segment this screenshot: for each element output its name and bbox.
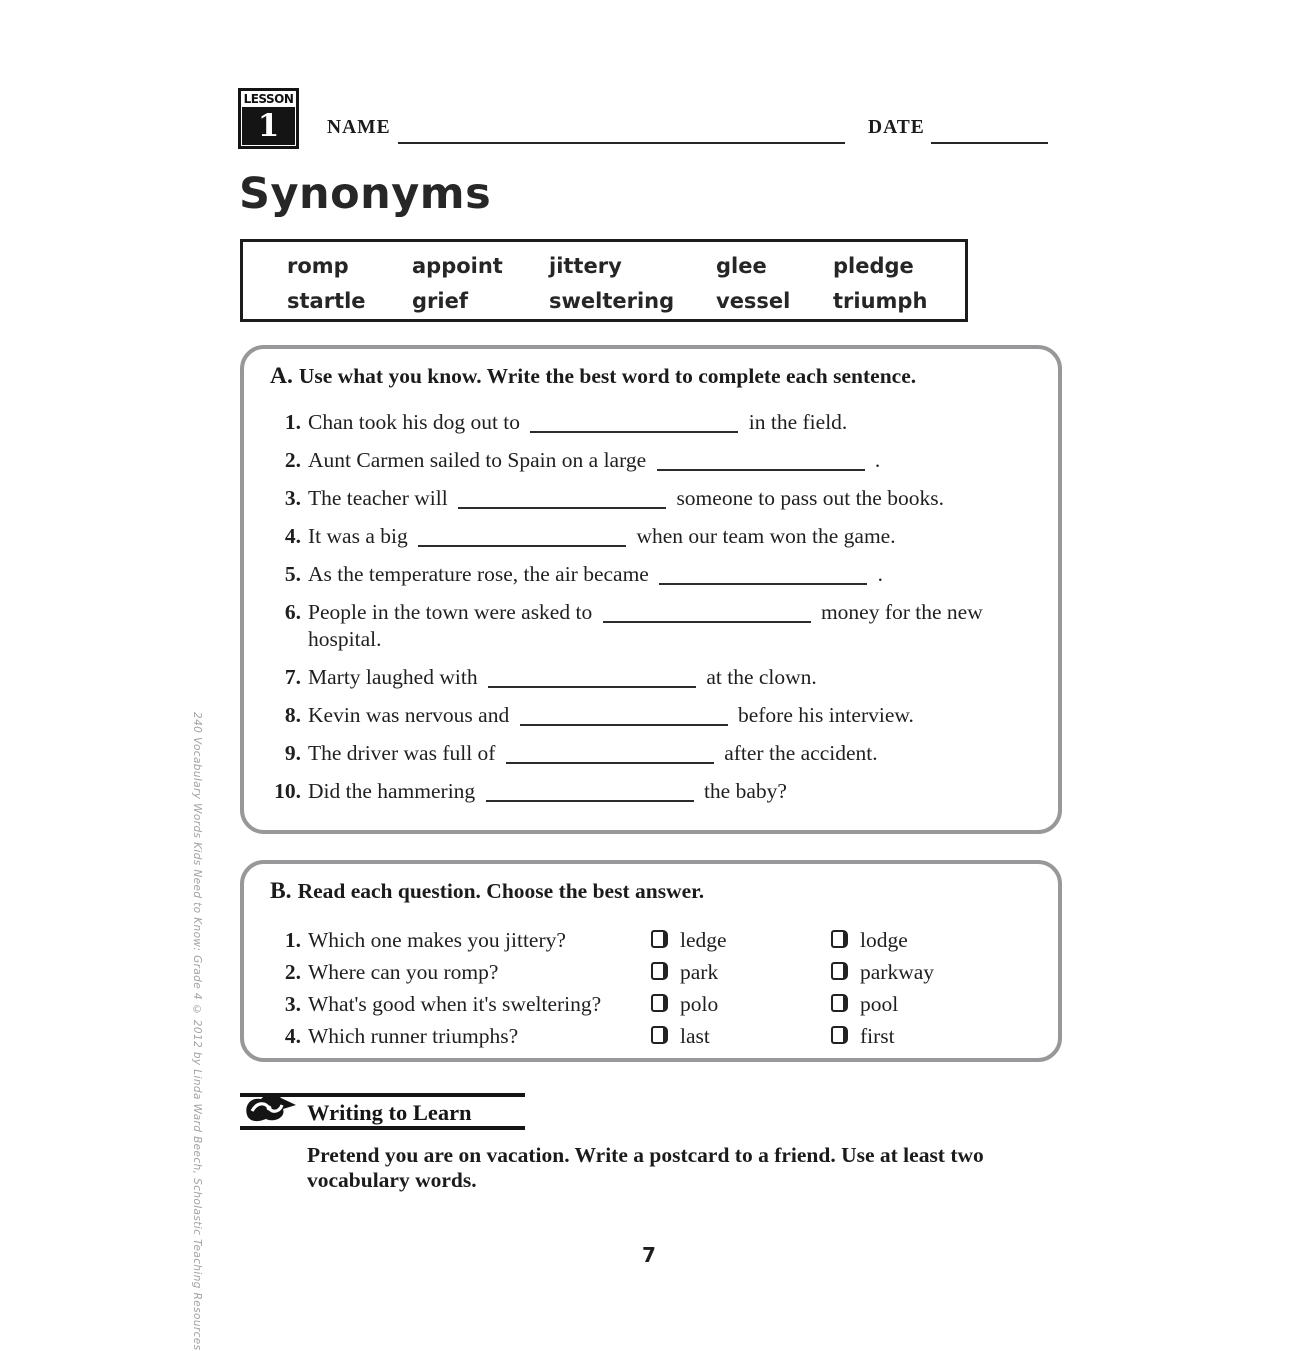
item-number: 1. bbox=[284, 928, 301, 952]
choice-option bbox=[831, 990, 1032, 1018]
checkbox-icon[interactable] bbox=[651, 962, 668, 980]
answer-blank[interactable] bbox=[530, 419, 738, 433]
item-number: 6. bbox=[284, 600, 301, 624]
fill-in-sentence bbox=[270, 523, 1032, 550]
word-bank-word: sweltering bbox=[549, 289, 675, 313]
answer-blank[interactable] bbox=[506, 750, 714, 764]
option-label: pool bbox=[860, 992, 899, 1016]
page-number: 7 bbox=[642, 1243, 656, 1267]
option-label: first bbox=[860, 1024, 895, 1048]
item-number: 2. bbox=[284, 960, 301, 984]
question-label: Which runner triumphs? bbox=[308, 1024, 519, 1048]
choice-option bbox=[831, 926, 1032, 954]
answer-blank[interactable] bbox=[603, 609, 811, 623]
checkbox-icon[interactable] bbox=[831, 930, 848, 948]
sentence-post: money for the new hospital. bbox=[308, 600, 983, 651]
item-number: 8. bbox=[284, 703, 301, 727]
word-bank-word: triumph bbox=[833, 289, 928, 313]
item-number: 5. bbox=[284, 562, 301, 586]
lesson-label: LESSON bbox=[243, 92, 294, 106]
item-number: 2. bbox=[284, 448, 301, 472]
section-letter: B. bbox=[270, 878, 292, 904]
sentence-pre: The teacher will bbox=[308, 486, 448, 510]
sentence-post: . bbox=[877, 562, 883, 586]
sentence-post: after the accident. bbox=[724, 741, 878, 765]
multiple-choice-list bbox=[270, 926, 1032, 1050]
section-a-heading bbox=[270, 363, 1032, 390]
section-b-panel bbox=[240, 860, 1062, 1062]
sentence-pre: Marty laughed with bbox=[308, 665, 478, 689]
name-label: NAME bbox=[327, 117, 391, 138]
word-bank-word: vessel bbox=[716, 289, 791, 313]
sentence-pre: It was a big bbox=[308, 524, 408, 548]
answer-blank[interactable] bbox=[418, 533, 626, 547]
checkbox-icon[interactable] bbox=[651, 930, 668, 948]
fill-in-sentence bbox=[270, 664, 1032, 691]
item-number: 4. bbox=[284, 1024, 301, 1048]
checkbox-icon[interactable] bbox=[831, 1026, 848, 1044]
sentence-post: someone to pass out the books. bbox=[676, 486, 944, 510]
fill-in-sentence bbox=[270, 561, 1032, 588]
checkbox-icon[interactable] bbox=[651, 1026, 668, 1044]
section-heading-text: Use what you know. Write the best word to complete each sentence. bbox=[298, 364, 917, 388]
option-label: lodge bbox=[860, 928, 908, 952]
item-number: 1. bbox=[284, 410, 301, 434]
question-label: What's good when it's sweltering? bbox=[308, 992, 602, 1016]
option-label: parkway bbox=[860, 960, 935, 984]
question-text bbox=[270, 958, 651, 986]
answer-blank[interactable] bbox=[657, 457, 865, 471]
choice-option bbox=[651, 958, 831, 986]
sentence-pre: People in the town were asked to bbox=[308, 600, 593, 624]
question-text bbox=[270, 990, 651, 1018]
lesson-number: 1 bbox=[242, 107, 295, 145]
date-label: DATE bbox=[868, 117, 925, 138]
word-bank-word: appoint bbox=[412, 254, 503, 278]
answer-blank[interactable] bbox=[486, 788, 694, 802]
sentence-post: . bbox=[874, 448, 881, 472]
answer-blank[interactable] bbox=[458, 495, 666, 509]
sentence-pre: Aunt Carmen sailed to Spain on a large bbox=[308, 448, 647, 472]
question-text bbox=[270, 1022, 651, 1050]
sentence-pre: Chan took his dog out to bbox=[308, 410, 521, 434]
section-b-heading bbox=[270, 878, 1032, 905]
writing-prompt: Pretend you are on vacation. Write a postcard to a friend. Use at least two vocabulary words. bbox=[307, 1143, 984, 1192]
date-input-line[interactable] bbox=[931, 118, 1048, 144]
name-input-line[interactable] bbox=[398, 118, 845, 144]
choice-option bbox=[831, 958, 1032, 986]
choice-option bbox=[651, 1022, 831, 1050]
word-bank-word: glee bbox=[716, 254, 767, 278]
checkbox-icon[interactable] bbox=[831, 962, 848, 980]
word-bank-word: startle bbox=[287, 289, 366, 313]
sentence-post: before his interview. bbox=[737, 703, 914, 727]
word-bank-word: grief bbox=[412, 289, 468, 313]
option-label: polo bbox=[680, 992, 719, 1016]
section-heading-text: Read each question. Choose the best answer. bbox=[297, 879, 705, 903]
choice-option bbox=[651, 990, 831, 1018]
answer-blank[interactable] bbox=[659, 571, 867, 585]
item-number: 7. bbox=[284, 665, 301, 689]
item-number: 3. bbox=[284, 486, 301, 510]
fill-in-list bbox=[270, 409, 1032, 805]
pen-nib-icon bbox=[243, 1089, 299, 1132]
sentence-post: the baby? bbox=[703, 779, 787, 803]
choice-option bbox=[831, 1022, 1032, 1050]
word-bank-word: romp bbox=[287, 254, 349, 278]
fill-in-sentence bbox=[270, 778, 1032, 805]
answer-blank[interactable] bbox=[488, 674, 696, 688]
sentence-post: in the field. bbox=[748, 410, 848, 434]
fill-in-sentence bbox=[270, 409, 1032, 436]
sentence-pre: The driver was full of bbox=[308, 741, 496, 765]
sentence-pre: Kevin was nervous and bbox=[308, 703, 510, 727]
section-a-panel bbox=[240, 345, 1062, 834]
fill-in-sentence bbox=[270, 740, 1032, 767]
writing-to-learn-banner bbox=[240, 1093, 525, 1130]
option-label: last bbox=[680, 1024, 710, 1048]
fill-in-sentence bbox=[270, 485, 1032, 512]
option-label: ledge bbox=[680, 928, 727, 952]
item-number: 3. bbox=[284, 992, 301, 1016]
section-letter: A. bbox=[270, 363, 293, 389]
sentence-post: at the clown. bbox=[706, 665, 817, 689]
word-bank bbox=[240, 239, 968, 322]
option-label: park bbox=[680, 960, 719, 984]
fill-in-sentence bbox=[270, 702, 1032, 729]
question-label: Where can you romp? bbox=[308, 960, 499, 984]
sentence-pre: Did the hammering bbox=[308, 779, 476, 803]
fill-in-sentence bbox=[270, 447, 1032, 474]
fill-in-sentence bbox=[270, 599, 1032, 653]
question-label: Which one makes you jittery? bbox=[308, 928, 566, 952]
word-bank-word: pledge bbox=[833, 254, 914, 278]
question-text bbox=[270, 926, 651, 954]
item-number: 10. bbox=[274, 779, 301, 803]
sentence-post: when our team won the game. bbox=[636, 524, 896, 548]
checkbox-icon[interactable] bbox=[651, 994, 668, 1012]
item-number: 4. bbox=[284, 524, 301, 548]
answer-blank[interactable] bbox=[520, 712, 728, 726]
writing-to-learn-label: Writing to Learn bbox=[307, 1100, 472, 1125]
sentence-pre: As the temperature rose, the air became bbox=[308, 562, 649, 586]
checkbox-icon[interactable] bbox=[831, 994, 848, 1012]
copyright-sideways-text: 240 Vocabulary Words Kids Need to Know: Grade 4 © 2012 by Linda Ward Beech, Scholastic Teaching Resources bbox=[191, 712, 203, 1351]
choice-option bbox=[651, 926, 831, 954]
lesson-badge bbox=[238, 88, 299, 149]
word-bank-word: jittery bbox=[549, 254, 622, 278]
page-title: Synonyms bbox=[239, 169, 492, 219]
item-number: 9. bbox=[284, 741, 301, 765]
